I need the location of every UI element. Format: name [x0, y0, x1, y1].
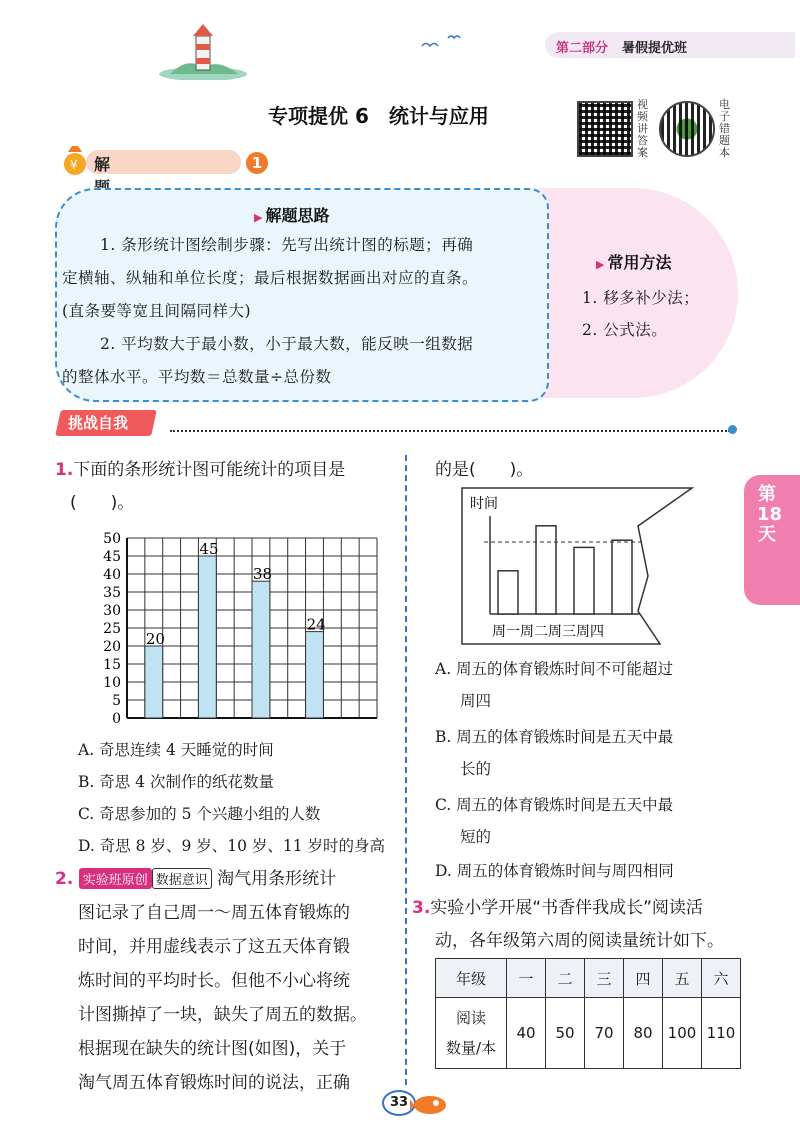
y-tick-label: 5: [112, 693, 121, 709]
bar: [574, 547, 594, 614]
y-tick-label: 35: [103, 585, 121, 601]
q2-line-4: 炼时间的平均时长。但他不小心将统: [78, 971, 350, 991]
q2-bar-chart: [460, 486, 700, 646]
q3-stem-1: 实验小学开展“书香伴我成长”阅读活: [430, 898, 703, 918]
table-cell: 80: [624, 998, 663, 1069]
y-tick-label: 15: [103, 657, 121, 673]
q2-option-a-cont[interactable]: 周四: [460, 692, 492, 710]
q1-option-d[interactable]: D. 奇思 8 岁、9 岁、10 岁、11 岁时的身高: [78, 837, 386, 855]
bar: [252, 581, 270, 718]
birds-icon: [420, 30, 465, 50]
q2-option-a[interactable]: A. 周五的体育锻炼时间不可能超过: [435, 660, 674, 678]
q1-number: 1.: [55, 460, 74, 480]
challenge-label: 挑战自我: [68, 414, 129, 432]
q2-line-8: 的是( )。: [435, 460, 534, 480]
q2-line-6: 根据现在缺失的统计图(如图)，关于: [78, 1039, 347, 1059]
bar-data-label: 24: [306, 615, 326, 634]
q2-tag-original: 实验班原创: [79, 868, 152, 889]
table-grade: 一: [507, 959, 546, 998]
method-2: 2. 公式法。: [582, 321, 668, 339]
table-cell: 110: [702, 998, 741, 1069]
section-number: 1: [246, 152, 268, 174]
table-row: [436, 959, 741, 998]
q2-option-b[interactable]: B. 周五的体育锻炼时间是五天中最: [435, 728, 674, 746]
page-title: 专项提优 6 统计与应用: [268, 104, 489, 128]
q1-option-a[interactable]: A. 奇思连续 4 天睡觉的时间: [78, 741, 274, 759]
y-tick-label: 10: [103, 675, 121, 691]
table-grade: 四: [624, 959, 663, 998]
bar: [536, 526, 556, 614]
q2-line-3: 时间，并用虚线表示了这五天体育锻: [78, 937, 350, 957]
y-tick-label: 30: [103, 603, 121, 619]
q2-chart-xlabel: 周一周二周三周四: [492, 624, 604, 640]
header-part: 第二部分: [556, 41, 609, 56]
table-cell: 50: [546, 998, 585, 1069]
q2-line-2: 图记录了自己周一～周五体育锻炼的: [78, 903, 350, 923]
y-tick-label: 20: [103, 639, 121, 655]
bar-data-label: 38: [253, 565, 273, 584]
q2-tag-data: 数据意识: [152, 868, 212, 889]
table-cell: 70: [585, 998, 624, 1069]
column-divider: [405, 455, 407, 1085]
header-class-name: 暑假提优班: [622, 41, 688, 56]
bar: [498, 571, 518, 614]
q2-option-c-cont[interactable]: 短的: [460, 828, 492, 846]
q2-chart-ylabel: 时间: [470, 496, 498, 512]
svg-text:¥: ¥: [70, 158, 78, 172]
q3-line-2: 动，各年级第六周的阅读量统计如下。: [435, 931, 724, 951]
idea-line-1: 1. 条形统计图绘制步骤：先写出统计图的标题；再确: [100, 236, 474, 254]
q2-stem-1: 淘气用条形统计: [217, 869, 337, 889]
table-grade: 三: [585, 959, 624, 998]
table-cell: 40: [507, 998, 546, 1069]
bar: [306, 632, 324, 718]
table-row-label: 阅读 数量/本: [436, 998, 507, 1069]
table-header-grade: 年级: [436, 959, 507, 998]
q1-line-1: [55, 455, 345, 480]
table-grade: 二: [546, 959, 585, 998]
lighthouse-illustration: [158, 18, 248, 80]
y-tick-label: 45: [103, 549, 121, 565]
bar: [198, 556, 216, 718]
idea-line-2: 定横轴、纵轴和单位长度；最后根据数据画出对应的直条。: [62, 269, 479, 287]
q2-option-c[interactable]: C. 周五的体育锻炼时间是五天中最: [435, 796, 674, 814]
bar-data-label: 45: [199, 540, 219, 558]
q1-line-2: ( )。: [70, 493, 135, 513]
table-cell: 100: [663, 998, 702, 1069]
y-tick-label: 40: [103, 567, 121, 583]
idea-line-4: 2. 平均数大于最小数，小于最大数，能反映一组数据: [100, 335, 474, 353]
table-row: [436, 998, 741, 1069]
qr-code-video[interactable]: [577, 101, 633, 157]
q1-stem: 下面的条形统计图可能统计的项目是: [73, 460, 346, 480]
idea-line-3: (直条要等宽且间隔同样大): [62, 302, 252, 320]
divider-dot: [728, 425, 737, 434]
q2-number: 2.: [55, 869, 74, 889]
y-tick-label: 50: [103, 531, 121, 547]
qr-label-video: 视频讲答案: [637, 98, 648, 159]
method-1: 1. 移多补少法；: [582, 289, 700, 307]
q3-number: 3.: [412, 898, 431, 918]
qr-label-errors: 电子错题本: [719, 98, 730, 159]
bar: [612, 540, 632, 614]
q2-option-b-cont[interactable]: 长的: [460, 760, 492, 778]
qr-code-errors[interactable]: [659, 101, 715, 157]
q1-option-c[interactable]: C. 奇思参加的 5 个兴趣小组的人数: [78, 805, 321, 823]
y-tick-label: 25: [103, 621, 121, 637]
fish-submarine-icon: [410, 1092, 450, 1116]
challenge-divider: [170, 430, 730, 432]
idea-line-5: 的整体水平。平均数＝总数量÷总份数: [62, 368, 332, 386]
q2-option-d[interactable]: D. 周五的体育锻炼时间与周四相同: [435, 862, 674, 880]
q1-bar-chart: [95, 528, 385, 728]
page-number: 33: [382, 1090, 416, 1116]
reading-table: [435, 958, 741, 1069]
y-tick-label: 0: [112, 711, 121, 727]
bar: [145, 646, 163, 718]
day-label: 第18天: [757, 484, 783, 545]
q3-line-1: [412, 893, 703, 918]
table-grade: 六: [702, 959, 741, 998]
ideas-title: ▶ 解题思路: [254, 203, 329, 226]
q2-line-1: [55, 864, 336, 889]
bar-data-label: 20: [145, 630, 165, 648]
q2-line-7: 淘气周五体育锻炼时间的说法，正确: [78, 1073, 350, 1093]
q1-option-b[interactable]: B. 奇思 4 次制作的纸花数量: [78, 773, 274, 791]
table-grade: 五: [663, 959, 702, 998]
section-label: 解: [94, 155, 111, 174]
methods-title: ▶ 常用方法: [596, 250, 671, 273]
q2-line-5: 计图撕掉了一块，缺失了周五的数据。: [78, 1005, 367, 1025]
